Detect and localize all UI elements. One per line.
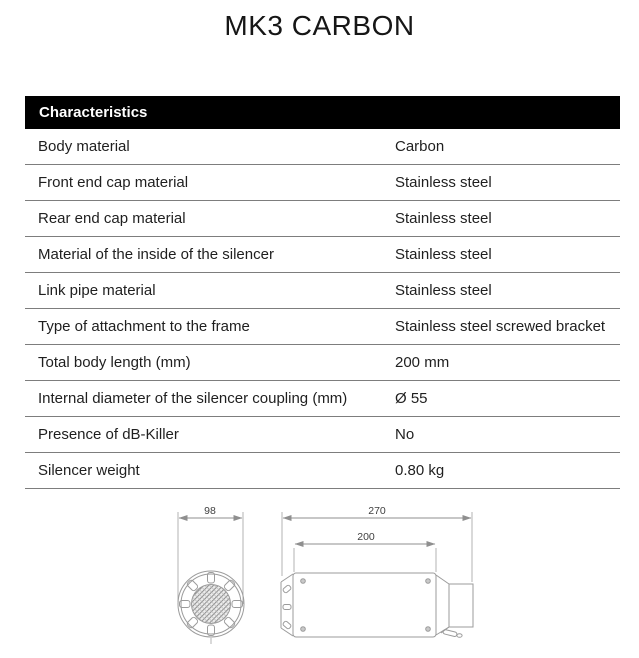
spec-label: Front end cap material: [38, 174, 189, 191]
outlet-pipe: [436, 575, 473, 635]
table-row: [25, 165, 620, 201]
spec-value: 0.80 kg: [395, 462, 445, 479]
technical-drawing: [150, 495, 490, 658]
table-row: [25, 201, 620, 237]
spec-value: No: [395, 426, 415, 443]
table-row: [25, 237, 620, 273]
table-row: [25, 453, 620, 489]
rivets: [301, 579, 431, 632]
table-body: [25, 129, 620, 489]
dimension-overall-length-label: 270: [368, 505, 386, 517]
spec-label: Presence of dB-Killer: [38, 426, 179, 443]
table-row: [25, 309, 620, 345]
spec-label: Internal diameter of the silencer coupling (mm): [38, 390, 348, 407]
spec-value: Carbon: [395, 138, 445, 155]
silencer-front-view: [178, 505, 244, 644]
table-row: [25, 345, 620, 381]
spec-label: Body material: [38, 138, 130, 155]
table-row: [25, 417, 620, 453]
spec-label: Rear end cap material: [38, 210, 186, 227]
table-row: [25, 381, 620, 417]
spec-value: Stainless steel: [395, 210, 492, 227]
characteristics-table: [25, 96, 620, 489]
spec-label: Total body length (mm): [38, 354, 191, 371]
spec-value: Stainless steel: [395, 282, 492, 299]
table-header: Characteristics: [25, 96, 620, 129]
mount-bracket: [441, 627, 462, 637]
spec-label: Link pipe material: [38, 282, 156, 299]
spec-label: Material of the inside of the silencer: [38, 246, 274, 263]
page-title: MK3 CARBON: [224, 10, 415, 41]
mesh-outlet: [192, 585, 231, 624]
side-front-cap: [281, 574, 293, 636]
spec-value: Stainless steel screwed bracket: [395, 318, 606, 335]
spec-value: Ø 55: [395, 390, 428, 407]
spec-value: Stainless steel: [395, 246, 492, 263]
spec-value: Stainless steel: [395, 174, 492, 191]
spec-label: Type of attachment to the frame: [38, 318, 250, 335]
table-row: [25, 273, 620, 309]
silencer-body: [293, 573, 436, 637]
dimension-front-diameter-label: 98: [204, 505, 216, 517]
spec-value: 200 mm: [395, 354, 450, 371]
silencer-side-view: [281, 505, 473, 637]
dimension-body-length-label: 200: [357, 531, 375, 543]
table-row: [25, 129, 620, 165]
dimension-body-length: [294, 531, 436, 572]
spec-label: Silencer weight: [38, 462, 140, 479]
